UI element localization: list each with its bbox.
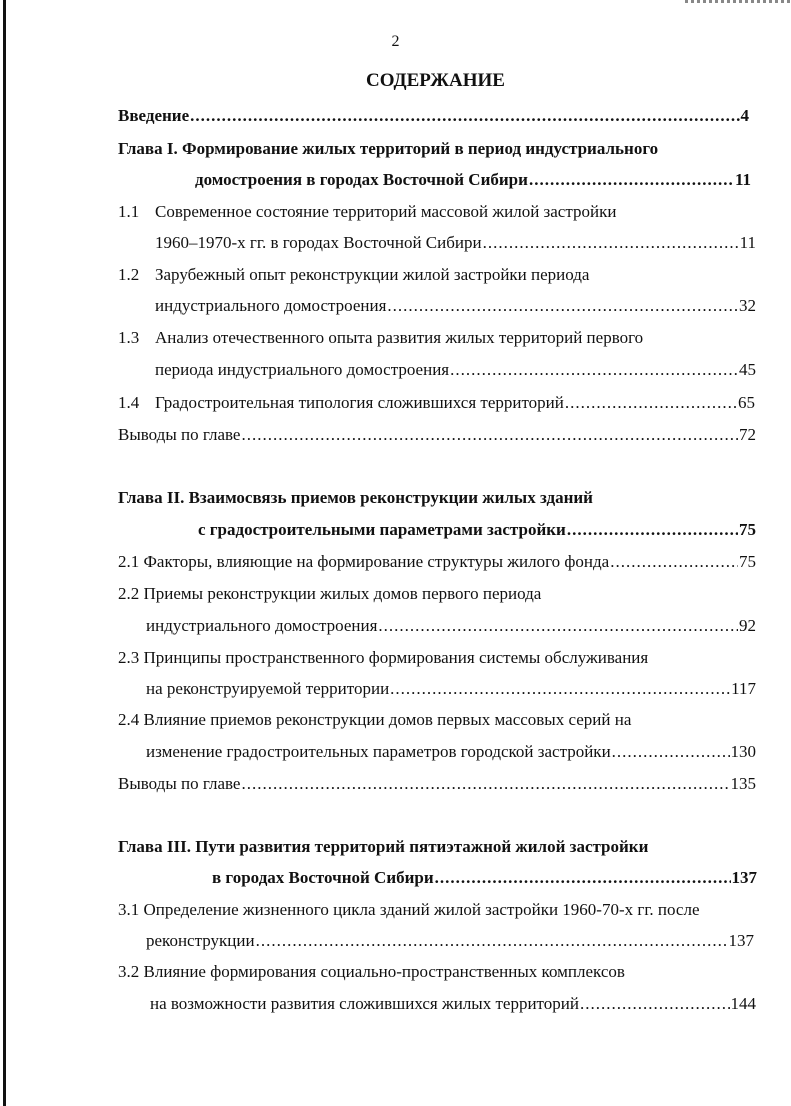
chapter-1-heading: Глава I. Формирование жилых территорий в период индустриального [118, 139, 659, 158]
section-2-3-title: 2.3 Принципы пространственного формирования системы обслуживания [118, 648, 649, 667]
section-1-4-title [155, 391, 755, 415]
section-3-2-title: 3.2 Влияние формирования социально-пространственных комплексов [118, 962, 625, 981]
toc-entry-label: Введение [118, 106, 190, 125]
section-2-4-cont [146, 740, 756, 764]
toc-entry-page: 11 [739, 233, 756, 252]
dot-leader [565, 391, 737, 415]
page-number: 2 [391, 33, 400, 50]
section-1-3-cont [155, 358, 756, 382]
section-2-1 [118, 550, 756, 574]
toc-entry-label: с градостроительными параметрами застройки [198, 520, 566, 539]
section-2-2-title: 2.2 Приемы реконструкции жилых домов первого периода [118, 584, 542, 603]
chapter-2-heading-cont [198, 518, 756, 542]
toc-entry-page: 130 [730, 742, 756, 761]
section-3-1-cont [146, 929, 754, 953]
section-2-4-title: 2.4 Влияние приемов реконструкции домов первых массовых серий на [118, 710, 632, 729]
toc-entry-page: 135 [730, 774, 756, 793]
section-1-1-cont [155, 231, 756, 255]
toc-entry-page: 144 [730, 994, 756, 1013]
dot-leader [567, 518, 738, 542]
toc-entry-page: 65 [738, 393, 755, 412]
toc-entry-intro [118, 104, 749, 128]
section-1-2-title: Зарубежный опыт реконструкции жилой застройки периода [155, 265, 590, 284]
dot-leader [610, 550, 738, 574]
toc-entry-page: 137 [728, 931, 754, 950]
toc-entry-page: 75 [739, 520, 756, 539]
toc-entry-page: 92 [739, 616, 756, 635]
toc-entry-page: 11 [734, 170, 751, 189]
toc-entry-label: домостроения в городах Восточной Сибири [195, 170, 528, 189]
toc-entry-page: 4 [740, 106, 749, 125]
section-1-1-title: Современное состояние территорий массовой жилой застройки [155, 202, 617, 221]
section-1-3-number: 1.3 [118, 328, 140, 347]
section-3-1-title: 3.1 Определение жизненного цикла зданий жилой застройки 1960-70-х гг. после [118, 900, 700, 919]
chapter-3-heading: Глава III. Пути развития территорий пятиэтажной жилой застройки [118, 837, 649, 856]
chapter-1-conclusion [118, 423, 756, 447]
toc-entry-page: 75 [739, 552, 756, 571]
section-1-2-number: 1.2 [118, 265, 140, 284]
toc-entry-label: на реконструируемой территории [146, 679, 390, 698]
dot-leader [390, 677, 730, 701]
chapter-1-heading-cont [195, 168, 751, 192]
chapter-2-heading: Глава II. Взаимосвязь приемов реконструкции жилых зданий [118, 488, 593, 507]
toc-entry-label: 1960–1970-х гг. в городах Восточной Сибири [155, 233, 482, 252]
toc-entry-label: индустриального домостроения [155, 296, 387, 315]
toc-entry-label: Градостроительная типология сложившихся территорий [155, 393, 564, 412]
toc-entry-page: 137 [731, 868, 757, 887]
chapter-3-heading-cont [212, 866, 757, 890]
toc-entry-label: индустриального домостроения [146, 616, 378, 635]
toc-entry-label: реконструкции [146, 931, 255, 950]
dot-leader [378, 614, 738, 638]
dot-leader [529, 168, 734, 192]
page-title: СОДЕРЖАНИЕ [366, 70, 505, 91]
toc-entry-label: периода индустриального домостроения [155, 360, 450, 379]
section-1-3-title: Анализ отечественного опыта развития жилых территорий первого [155, 328, 644, 347]
toc-entry-label: Выводы по главе [118, 425, 241, 444]
section-3-2-cont [150, 992, 756, 1016]
toc-entry-label: 2.1 Факторы, влияющие на формирование структуры жилого фонда [118, 552, 610, 571]
chapter-2-conclusion [118, 772, 756, 796]
dot-leader [435, 866, 731, 890]
dot-leader [450, 358, 738, 382]
toc-entry-label: изменение градостроительных параметров городской застройки [146, 742, 611, 761]
section-2-3-cont [146, 677, 756, 701]
dot-leader [256, 929, 728, 953]
toc-entry-page: 117 [731, 679, 756, 698]
toc-entry-page: 32 [739, 296, 756, 315]
dot-leader [241, 772, 729, 796]
dot-leader [580, 992, 730, 1016]
section-2-2-cont [146, 614, 756, 638]
toc-entry-label: на возможности развития сложившихся жилых территорий [150, 994, 579, 1013]
toc-entry-label: Выводы по главе [118, 774, 241, 793]
dot-leader [483, 231, 739, 255]
dot-leader [387, 294, 738, 318]
section-1-1-number: 1.1 [118, 202, 140, 221]
dot-leader [190, 104, 739, 128]
toc-entry-page: 45 [739, 360, 756, 379]
toc-entry-label: в городах Восточной Сибири [212, 868, 434, 887]
toc-entry-page: 72 [739, 425, 756, 444]
dot-leader [241, 423, 738, 447]
section-1-2-cont [155, 294, 756, 318]
dot-leader [612, 740, 730, 764]
section-1-4-number: 1.4 [118, 393, 140, 412]
